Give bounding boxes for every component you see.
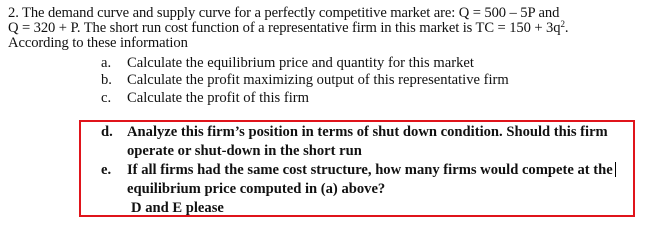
- exponent: 2: [560, 19, 565, 29]
- item-e-line: [127, 162, 616, 178]
- item-e-letter: e.: [101, 162, 112, 178]
- question-line-3: According to these information: [8, 35, 188, 51]
- item-e-text: If all firms had the same cost structure, how many firms would compete at the: [127, 162, 613, 178]
- text-cursor: [615, 162, 616, 177]
- item-d-letter: d.: [101, 124, 113, 140]
- item-b-text: Calculate the profit maximizing output of this representative firm: [127, 72, 509, 88]
- item-a-letter: a.: [101, 55, 112, 71]
- item-c-text: Calculate the profit of this firm: [127, 90, 309, 106]
- question-line-1: 2. The demand curve and supply curve for a perfectly competitive market are: Q = 500 – 5P and: [8, 5, 560, 21]
- question-line-2: [8, 20, 568, 36]
- item-d-text-continued: operate or shut-down in the short run: [127, 143, 362, 159]
- question-line-2-period: .: [564, 20, 569, 36]
- question-line-2-text: Q = 320 + P. The short run cost function of a representative firm in this market is TC = 150 + 3q: [8, 20, 561, 36]
- item-c-letter: c.: [101, 90, 112, 106]
- request-note: D and E please: [131, 200, 224, 216]
- item-a-text: Calculate the equilibrium price and quantity for this market: [127, 55, 474, 71]
- item-b-letter: b.: [101, 72, 112, 88]
- item-e-text-continued: equilibrium price computed in (a) above?: [127, 181, 386, 197]
- item-d-text: Analyze this firm’s position in terms of shut down condition. Should this firm: [127, 124, 608, 140]
